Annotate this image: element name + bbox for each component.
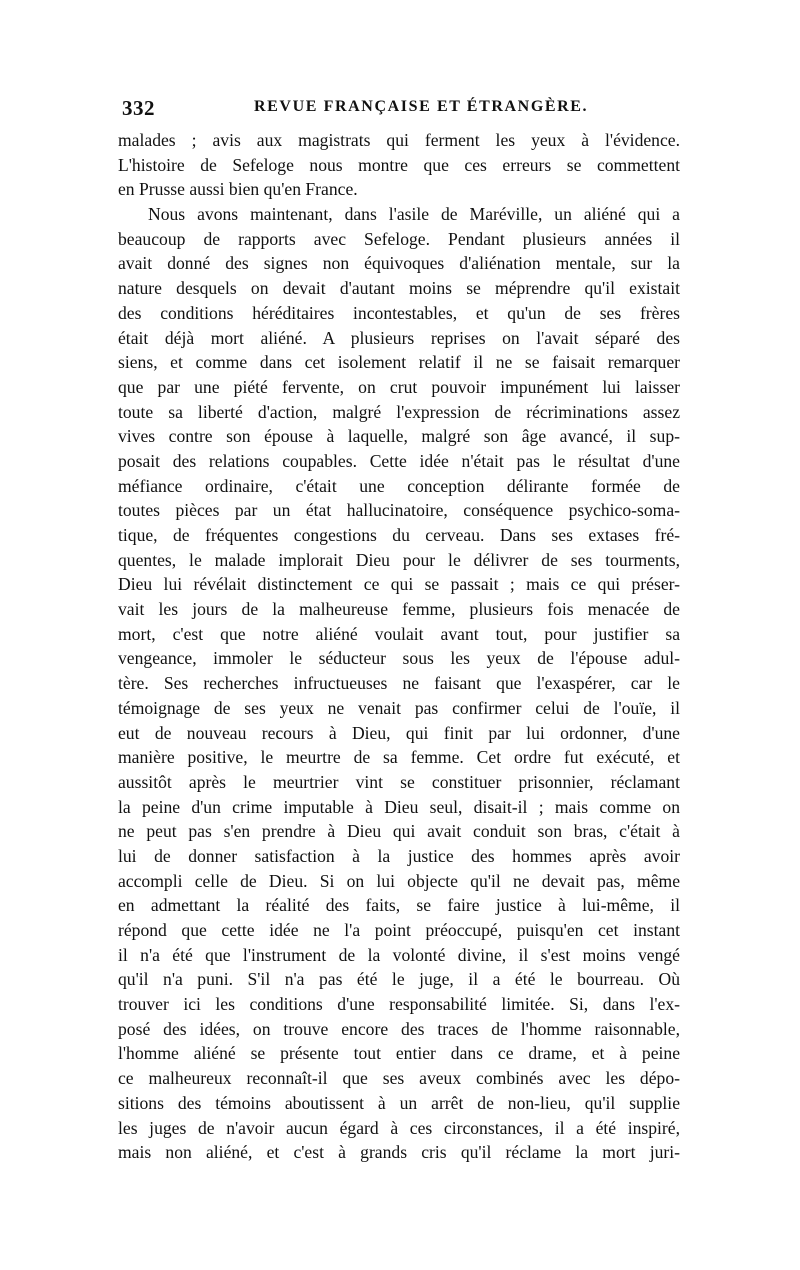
page-header xyxy=(122,96,672,118)
text-line: était déjà mort aliéné. A plusieurs reprises on l'avait séparé des xyxy=(118,327,680,348)
text-line: manière positive, le meurtre de sa femme. Cet ordre fut exécuté, et xyxy=(118,747,680,768)
text-line: en Prusse aussi bien qu'en France. xyxy=(118,179,358,200)
text-line: avait donné des signes non équivoques d'aliénation mentale, sur la xyxy=(118,253,680,274)
text-line: ce malheureux reconnaît-il que ses aveux combinés avec les dépo- xyxy=(118,1068,680,1089)
text-line: L'histoire de Sefeloge nous montre que ces erreurs se commettent xyxy=(118,154,680,175)
text-line: mais non aliéné, et c'est à grands cris qu'il réclame la mort juri- xyxy=(118,1142,680,1163)
text-line: qu'il n'a puni. S'il n'a pas été le juge, il a été le bourreau. Où xyxy=(118,969,680,990)
text-line: posait des relations coupables. Cette idée n'était pas le résultat d'une xyxy=(118,450,680,471)
text-line: en admettant la réalité des faits, se faire justice à lui-même, il xyxy=(118,895,680,916)
text-line: ne peut pas s'en prendre à Dieu qui avait conduit son bras, c'était à xyxy=(118,821,680,842)
text-line: la peine d'un crime imputable à Dieu seul, disait-il ; mais comme on xyxy=(118,796,680,817)
text-line: vives contre son épouse à laquelle, malgré son âge avancé, il sup- xyxy=(118,426,680,447)
text-line: eut de nouveau recours à Dieu, qui finit par lui ordonner, d'une xyxy=(118,722,680,743)
text-line: sitions des témoins aboutissent à un arrêt de non-lieu, qu'il supplie xyxy=(118,1092,680,1113)
text-line: quentes, le malade implorait Dieu pour le délivrer de ses tourments, xyxy=(118,549,680,570)
page-number: 332 xyxy=(122,96,155,120)
text-line: posé des idées, on trouve encore des traces de l'homme raisonnable, xyxy=(118,1018,680,1039)
text-line: Nous avons maintenant, dans l'asile de Maréville, un aliéné qui a xyxy=(148,204,680,225)
text-line: mort, c'est que notre aliéné voulait avant tout, pour justifier sa xyxy=(118,623,680,644)
text-line: méfiance ordinaire, c'était une conception délirante formée de xyxy=(118,475,680,496)
text-line: répond que cette idée ne l'a point préoccupé, puisqu'en cet instant xyxy=(118,920,680,940)
text-line: témoignage de ses yeux ne venait pas confirmer celui de l'ouïe, il xyxy=(118,697,680,718)
text-line: siens, et comme dans cet isolement relatif il ne se faisait remarquer xyxy=(118,352,680,373)
text-line: aussitôt après le meurtrier vint se constituer prisonnier, réclamant xyxy=(118,771,680,792)
text-line: tique, de fréquentes congestions du cerveau. Dans ses extases fré- xyxy=(118,525,680,545)
text-line: accompli celle de Dieu. Si on lui objecte qu'il ne devait pas, même xyxy=(118,870,680,891)
text-line: malades ; avis aux magistrats qui ferment les yeux à l'évidence. xyxy=(118,130,680,150)
text-line: nature desquels on devait d'autant moins se méprendre qu'il existait xyxy=(118,278,680,299)
text-line: toutes pièces par un état hallucinatoire, conséquence psychico-soma- xyxy=(118,500,680,521)
text-line: beaucoup de rapports avec Sefeloge. Pendant plusieurs années il xyxy=(118,228,680,249)
text-line: vengeance, immoler le séducteur sous les yeux de l'épouse adul- xyxy=(118,648,680,669)
text-line: tère. Ses recherches infructueuses ne faisant que l'exaspérer, car le xyxy=(118,673,680,694)
text-line: vait les jours de la malheureuse femme, plusieurs fois menacée de xyxy=(118,599,680,620)
text-line: les juges de n'avoir aucun égard à ces circonstances, il a été inspiré, xyxy=(118,1117,680,1138)
text-line: lui de donner satisfaction à la justice des hommes après avoir xyxy=(118,845,680,866)
text-line: des conditions héréditaires incontestables, et qu'un de ses frères xyxy=(118,302,680,323)
running-title: REVUE FRANÇAISE ET ÉTRANGÈRE. xyxy=(254,98,589,115)
body-text xyxy=(118,128,680,1165)
text-line: l'homme aliéné se présente tout entier dans ce drame, et à peine xyxy=(118,1043,680,1064)
text-line: trouver ici les conditions d'une responsabilité limitée. Si, dans l'ex- xyxy=(118,994,680,1015)
text-line: il n'a été que l'instrument de la volonté divine, il s'est moins vengé xyxy=(118,944,680,965)
text-line: que par une piété fervente, on crut pouvoir impunément lui laisser xyxy=(118,376,680,397)
text-line: toute sa liberté d'action, malgré l'expression de récriminations assez xyxy=(118,401,680,422)
text-line: Dieu lui révélait distinctement ce qui se passait ; mais ce qui préser- xyxy=(118,574,680,595)
